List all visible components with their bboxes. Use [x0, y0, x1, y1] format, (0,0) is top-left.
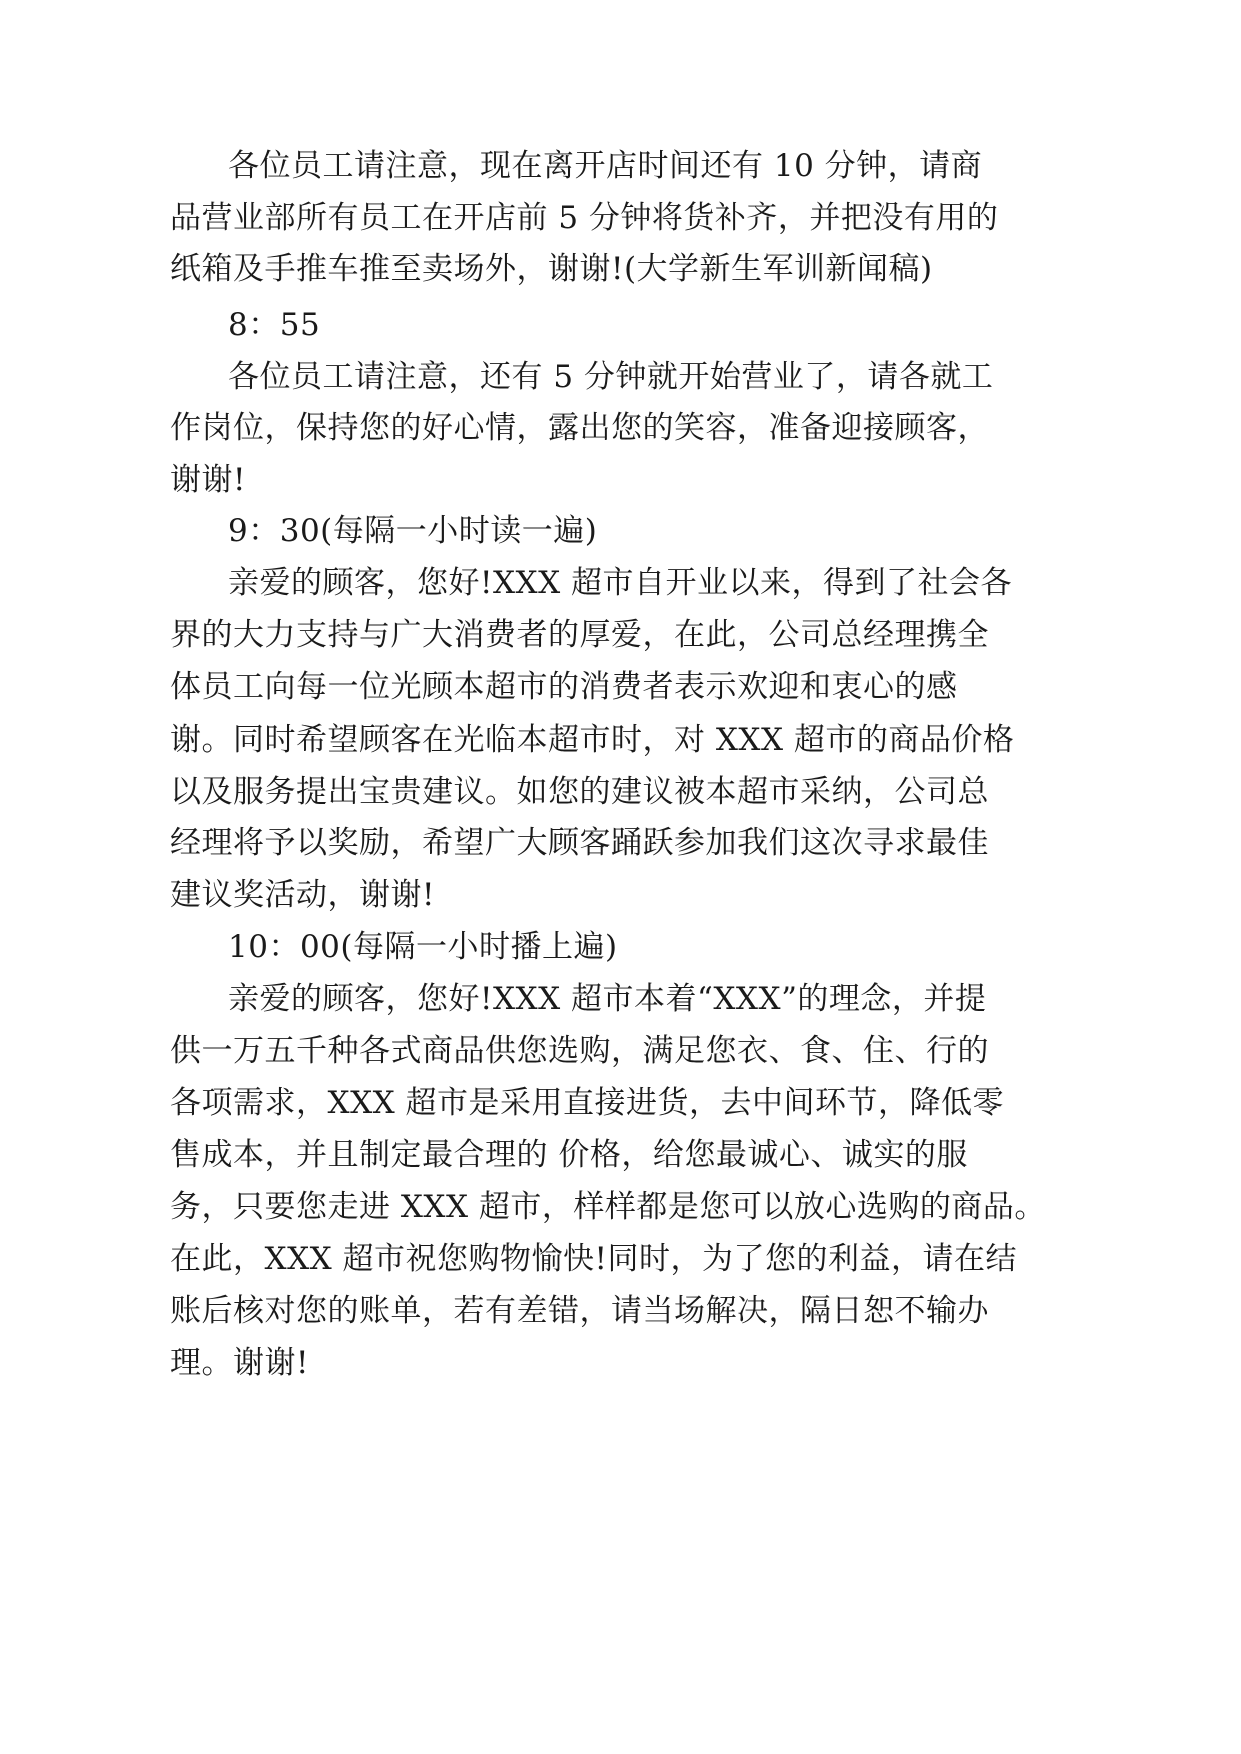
text-line: 建议奖活动，谢谢!: [170, 877, 435, 913]
time-heading: 10：00(每隔一小时播上遍): [228, 929, 618, 965]
text-line: 谢谢!: [170, 462, 246, 498]
text-line: 品营业部所有员工在开店前 5 分钟将货补齐，并把没有用的: [170, 200, 999, 236]
text-line: 在此，XXX 超市祝您购物愉快!同时，为了您的利益，请在结: [170, 1241, 1018, 1277]
text-line: 经理将予以奖励，希望广大顾客踊跃参加我们这次寻求最佳: [170, 825, 989, 861]
text-line: 各项需求，XXX 超市是采用直接进货，去中间环节，降低零: [170, 1085, 1005, 1121]
text-line: 务，只要您走进 XXX 超市，样样都是您可以放心选购的商品。: [170, 1189, 1046, 1225]
text-line: 以及服务提出宝贵建议。如您的建议被本超市采纳，公司总: [170, 774, 989, 810]
text-line: 界的大力支持与广大消费者的厚爱，在此，公司总经理携全: [170, 617, 989, 653]
text-line: 亲爱的顾客，您好!XXX 超市自开业以来，得到了社会各: [228, 565, 1013, 601]
text-line: 各位员工请注意，还有 5 分钟就开始营业了，请各就工: [228, 359, 994, 395]
time-heading: 9：30(每隔一小时读一遍): [228, 513, 598, 549]
text-line: 作岗位，保持您的好心情，露出您的笑容，准备迎接顾客，: [170, 410, 989, 446]
text-line: 售成本，并且制定最合理的 价格，给您最诚心、诚实的服: [170, 1137, 968, 1173]
text-line: 账后核对您的账单，若有差错，请当场解决，隔日恕不输办: [170, 1293, 989, 1329]
text-line: 谢。同时希望顾客在光临本超市时，对 XXX 超市的商品价格: [170, 722, 1015, 758]
text-line: 纸箱及手推车推至卖场外，谢谢!(大学新生军训新闻稿): [170, 251, 933, 287]
text-line: 亲爱的顾客，您好!XXX 超市本着“XXX”的理念，并提: [228, 981, 987, 1017]
time-heading: 8：55: [228, 307, 321, 343]
text-line: 供一万五千种各式商品供您选购，满足您衣、食、住、行的: [170, 1033, 989, 1069]
text-line: 理。谢谢!: [170, 1345, 309, 1381]
text-line: 体员工向每一位光顾本超市的消费者表示欢迎和衷心的感: [170, 669, 958, 705]
text-line: 各位员工请注意，现在离开店时间还有 10 分钟，请商: [228, 148, 983, 184]
